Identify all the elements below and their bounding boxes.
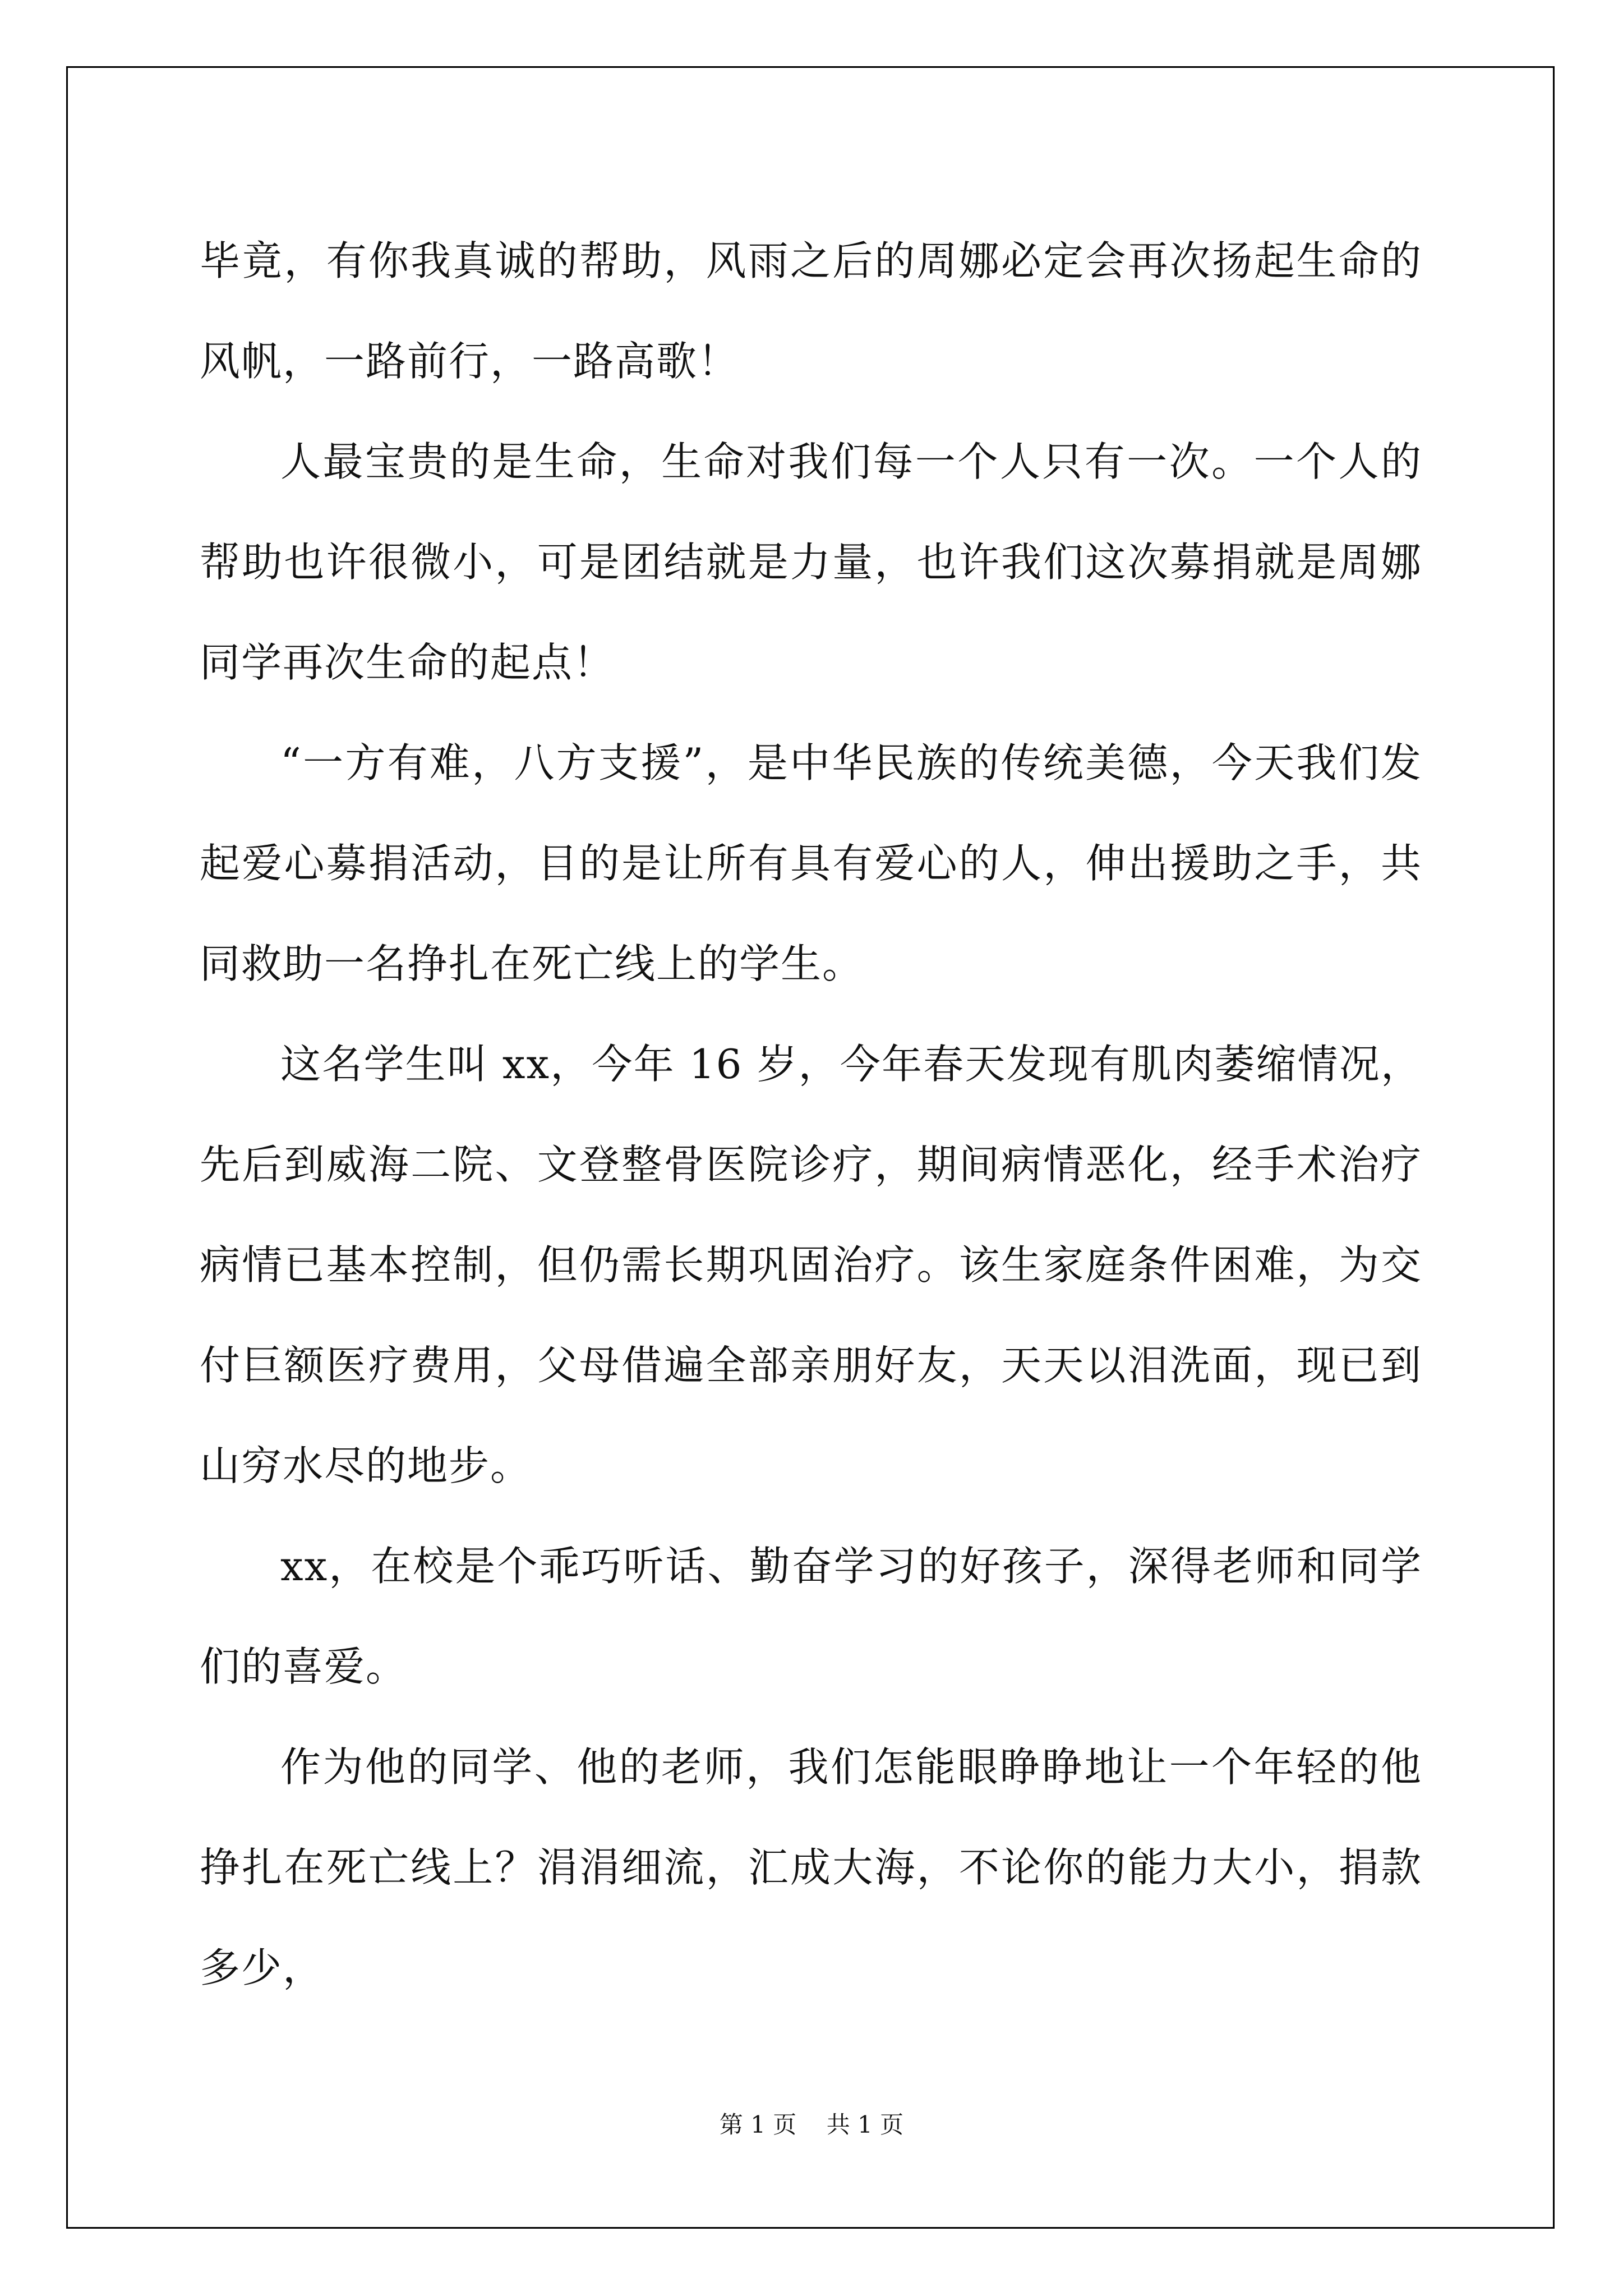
paragraph-4: 这名学生叫 xx，今年 16 岁，今年春天发现有肌肉萎缩情况，先后到威海二院、文登整骨医院诊疗，期间病情恶化，经手术治疗病情已基本控制，但仍需长期巩固治疗。该生家庭条件困难，为交付巨额医疗费用，父母借遍全部亲朋好友，天天以泪洗面，现已到山穷水尽的地步。: [200, 1041, 1422, 1489]
paragraph-5: xx，在校是个乖巧听话、勤奋学习的好孩子，深得老师和同学们的喜爱。: [200, 1543, 1422, 1690]
page-number-label: 第 1 页 共 1 页: [719, 2111, 904, 2138]
document-body: [200, 211, 1422, 2018]
page-footer: [0, 2106, 1623, 2140]
paragraph-3: “一方有难，八方支援”，是中华民族的传统美德，今天我们发起爱心募捐活动，目的是让所有具有爱心的人，伸出援助之手，共同救助一名挣扎在死亡线上的学生。: [200, 739, 1422, 987]
paragraph-6: 作为他的同学、他的老师，我们怎能眼睁睁地让一个年轻的他挣扎在死亡线上？涓涓细流，汇成大海，不论你的能力大小，捐款多少，: [200, 1743, 1422, 1991]
paragraph-2: 人最宝贵的是生命，生命对我们每一个人只有一次。一个人的帮助也许很微小，可是团结就是力量，也许我们这次募捐就是周娜同学再次生命的起点！: [200, 438, 1422, 686]
paragraph-1: 毕竟，有你我真诚的帮助，风雨之后的周娜必定会再次扬起生命的风帆，一路前行，一路高歌！: [200, 237, 1422, 385]
